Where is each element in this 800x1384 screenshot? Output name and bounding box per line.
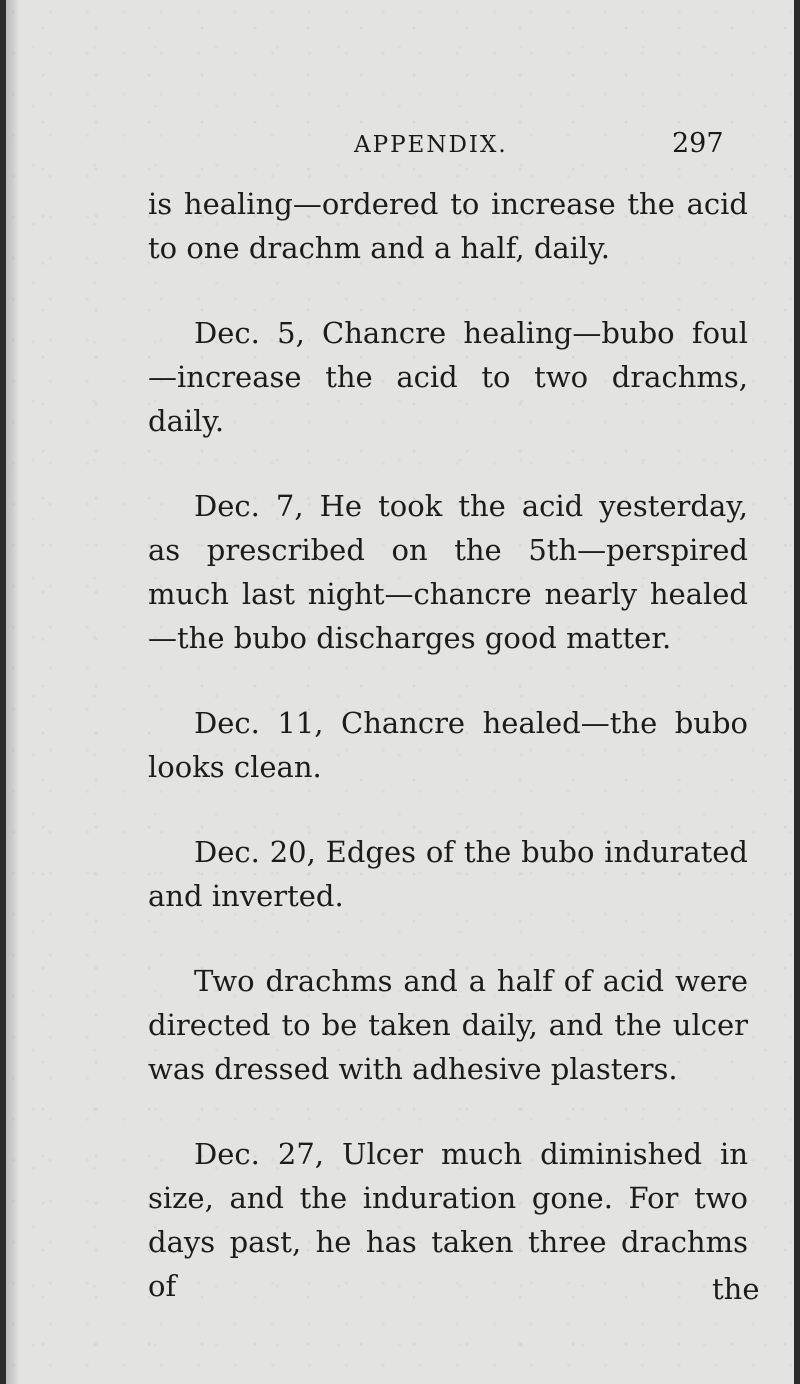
paragraph-dec-27: Dec. 27, Ulcer much diminished in size, and the induration gone. For two days past, he has taken three drachms of <box>148 1137 748 1303</box>
running-head <box>6 128 794 168</box>
catchword: the <box>712 1272 760 1306</box>
paragraph-dec-11: Dec. 11, Chancre healed—the bubo looks clean. <box>148 706 748 784</box>
book-page <box>6 0 794 1384</box>
page-edge-shadow <box>6 0 20 1384</box>
body-text <box>148 182 748 1308</box>
paragraph-two-drachms: Two drachms and a half of acid were directed to be taken daily, and the ulcer was dressed with adhesive plasters. <box>148 964 748 1086</box>
paragraph-continuation: is healing—ordered to increase the acid to one drachm and a half, daily. <box>148 187 748 265</box>
paragraph-dec-5: Dec. 5, Chancre healing—bubo foul —increase the acid to two drachms, daily. <box>148 316 748 438</box>
running-title: APPENDIX. <box>354 132 508 158</box>
paragraph-dec-20: Dec. 20, Edges of the bubo indurated and inverted. <box>148 835 748 913</box>
page-number: 297 <box>672 128 724 159</box>
paragraph-dec-7: Dec. 7, He took the acid yesterday, as prescribed on the 5th—perspired much last night—chancre nearly healed—the bubo discharges good matter. <box>148 489 748 655</box>
